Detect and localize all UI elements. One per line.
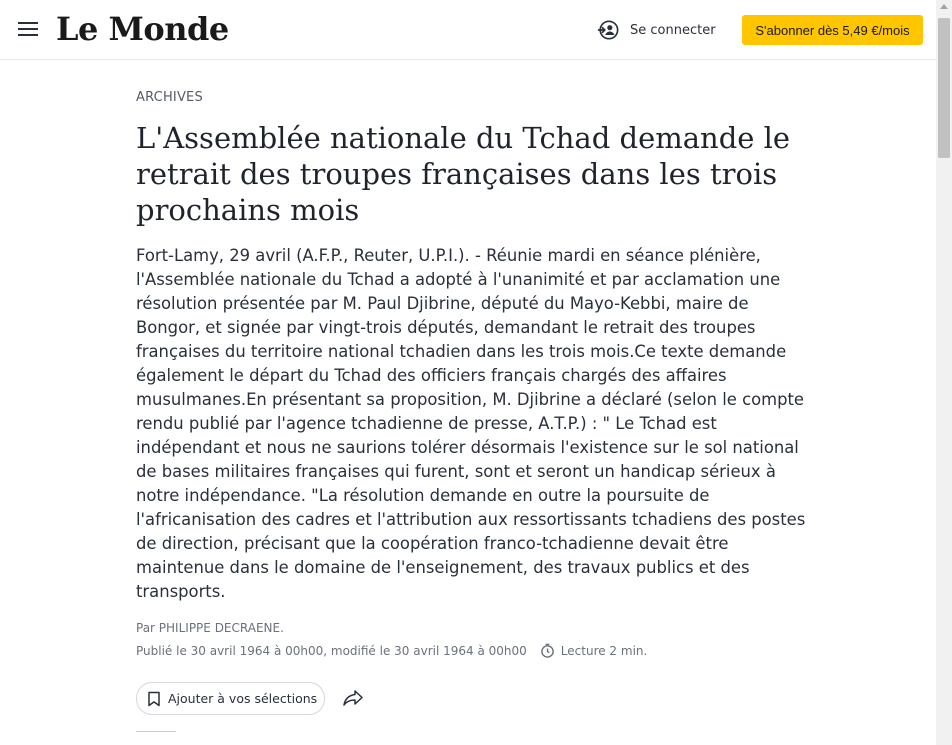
scroll-up-arrow-icon[interactable]	[940, 4, 948, 9]
article-author: Par PHILIPPE DECRAENE.	[136, 621, 284, 635]
reading-time: Lecture 2 min.	[560, 643, 648, 658]
bookmark-icon	[147, 691, 161, 707]
page-scrollbar[interactable]	[936, 0, 952, 745]
subscribe-button[interactable]: S'abonner dès 5,49 €/mois	[742, 15, 923, 45]
divider	[136, 731, 176, 732]
account-login-icon	[597, 19, 619, 41]
add-to-selections-label: Ajouter à vos sélections	[168, 691, 318, 706]
article-title: L'Assemblée nationale du Tchad demande le retrait des troupes françaises dans les trois prochains mois	[136, 121, 791, 227]
article-body: Fort-Lamy, 29 avril (A.F.P., Reuter, U.P.I.). - Réunie mardi en séance plénière, l'Assemblée nationale du Tchad a adopté à l'unanimité et par acclamation une résolution présentée par M. Paul Djibrine, député du Mayo-Kebbi, maire de Bongor, et signée par vingt-trois députés, demandant le retrait des troupes françaises du territoire national tchadien dans les trois mois.Ce texte demande également le départ du Tchad des officiers français chargés des affaires musulmanes.En présentant sa proposition, M. Djibrine a déclaré (selon le compte rendu publié par l'agence tchadienne de presse, A.T.P.) : " Le Tchad est indépendant et nous ne saurions tolérer désormais l'existence sur le sol national de bases militaires françaises qui furent, sont et seront un handicap sérieux à notre indépendance. "La résolution demande en outre la poursuite de l'africanisation des cadres et l'attribution aux ressortissants tchadiens des postes de direction, précisant que la coopération franco-tchadienne devait être maintenue dans le domaine de l'enseignement, des travaux publics et des transports.	[136, 246, 806, 601]
login-label: Se connecter	[630, 22, 716, 38]
share-icon[interactable]	[342, 688, 364, 708]
login-button[interactable]	[597, 18, 716, 42]
article-meta	[136, 643, 647, 658]
clock-icon	[540, 643, 555, 658]
site-logo[interactable]: Le Monde	[56, 10, 229, 48]
menu-icon[interactable]	[18, 20, 38, 38]
publication-date: Publié le 30 avril 1964 à 00h00, modifié le 30 avril 1964 à 00h00	[136, 643, 527, 658]
add-to-selections-button[interactable]	[136, 682, 325, 715]
article-section-kicker[interactable]: ARCHIVES	[136, 90, 203, 105]
site-header	[0, 0, 936, 60]
scrollbar-thumb[interactable]	[938, 18, 950, 158]
